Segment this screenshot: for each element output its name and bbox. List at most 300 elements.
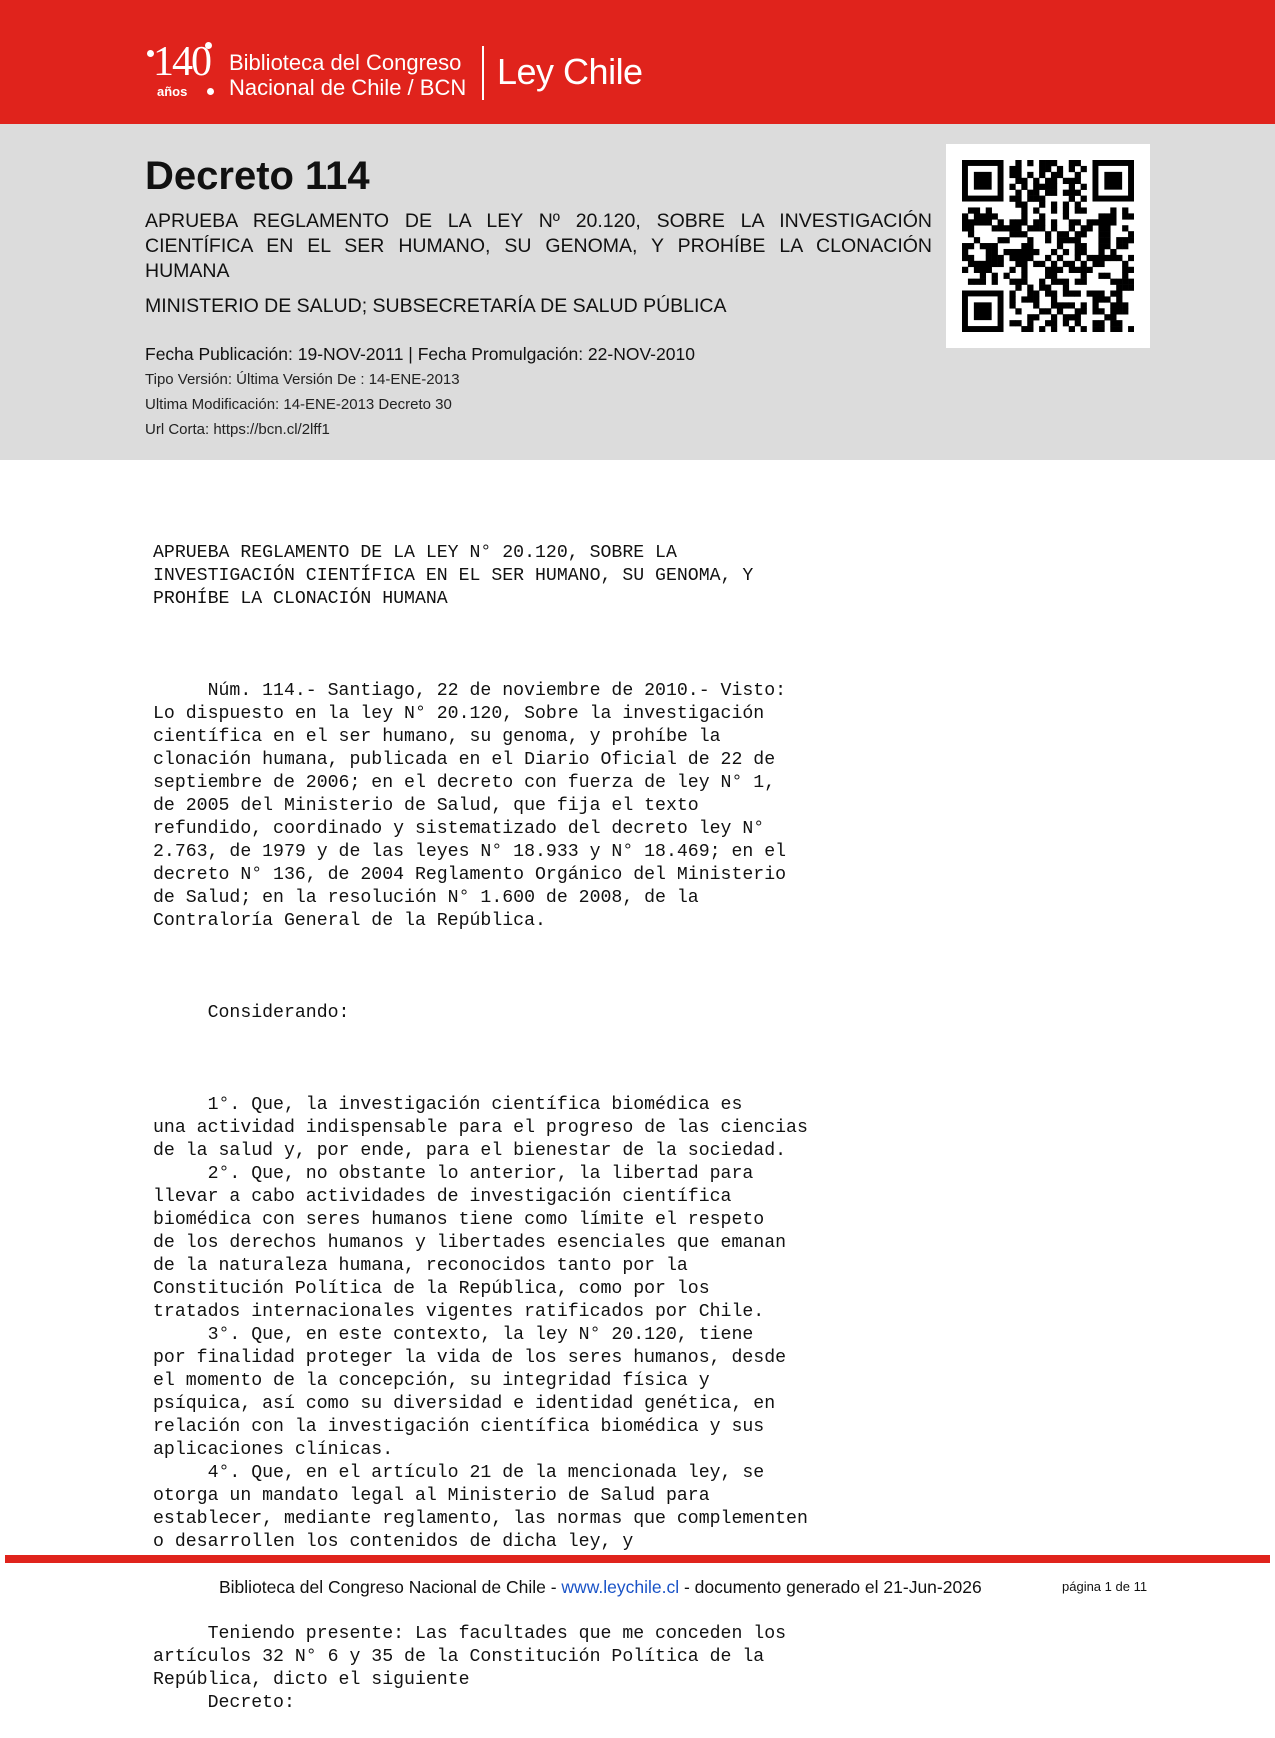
qr-module	[1110, 302, 1116, 308]
qr-module	[1110, 290, 1116, 296]
qr-module	[1045, 160, 1051, 166]
qr-module	[1033, 296, 1039, 302]
page-title: Decreto 114	[145, 154, 370, 198]
qr-module	[1015, 190, 1021, 196]
qr-module	[1015, 178, 1021, 184]
qr-module	[1075, 267, 1081, 273]
qr-module	[986, 219, 992, 225]
qr-module	[1116, 302, 1122, 308]
qr-module	[1021, 184, 1027, 190]
qr-module	[1021, 243, 1027, 249]
qr-module	[1039, 184, 1045, 190]
qr-module	[1098, 225, 1104, 231]
qr-module	[1004, 237, 1010, 243]
qr-module	[1009, 225, 1015, 231]
qr-module	[1063, 302, 1069, 308]
qr-module	[1045, 320, 1051, 326]
document-header	[0, 124, 1275, 460]
qr-module	[992, 213, 998, 219]
qr-module	[1009, 302, 1015, 308]
qr-module	[1045, 231, 1051, 237]
publication-dates: Fecha Publicación: 19-NOV-2011 | Fecha Promulgación: 22-NOV-2010	[145, 344, 695, 364]
qr-module	[1098, 237, 1104, 243]
qr-module	[1075, 219, 1081, 225]
qr-module	[980, 213, 986, 219]
qr-module	[1027, 326, 1033, 332]
qr-module	[992, 273, 998, 279]
qr-module	[1009, 296, 1015, 302]
qr-code-icon	[962, 160, 1134, 332]
qr-module	[1039, 196, 1045, 202]
qr-module	[1051, 184, 1057, 190]
qr-module	[1069, 196, 1075, 202]
qr-module	[1057, 255, 1063, 261]
qr-module	[1051, 202, 1057, 208]
qr-module	[1098, 261, 1104, 267]
qr-module	[1039, 326, 1045, 332]
qr-module	[1033, 196, 1039, 202]
qr-module	[1075, 172, 1081, 178]
qr-module	[1027, 160, 1033, 166]
qr-module	[1075, 190, 1081, 196]
qr-module	[1075, 290, 1081, 296]
qr-module	[1092, 308, 1098, 314]
qr-module	[1092, 296, 1098, 302]
qr-module	[1104, 296, 1110, 302]
qr-module	[1021, 273, 1027, 279]
org-name-line2: Nacional de Chile / BCN	[229, 75, 467, 100]
qr-module	[1063, 314, 1069, 320]
qr-module	[1092, 326, 1098, 332]
qr-module	[1104, 237, 1110, 243]
qr-module	[1021, 213, 1027, 219]
qr-module	[1021, 202, 1027, 208]
qr-module	[1098, 296, 1104, 302]
qr-module	[1045, 255, 1051, 261]
qr-module	[1069, 267, 1075, 273]
qr-module	[1063, 190, 1069, 196]
qr-module	[1081, 196, 1087, 202]
qr-module	[1116, 308, 1122, 314]
short-url[interactable]: Url Corta: https://bcn.cl/2lff1	[145, 421, 330, 438]
qr-module	[1033, 184, 1039, 190]
qr-module	[1015, 225, 1021, 231]
qr-module	[1069, 190, 1075, 196]
qr-module	[1009, 290, 1015, 296]
qr-module	[1110, 219, 1116, 225]
qr-module	[1015, 166, 1021, 172]
qr-module	[1098, 243, 1104, 249]
qr-module	[1122, 225, 1128, 231]
qr-module	[980, 243, 986, 249]
qr-module	[1092, 255, 1098, 261]
visto-paragraph: Núm. 114.- Santiago, 22 de noviembre de 2010.- Visto: Lo dispuesto en la ley N° 20.120, Sobre la investigación científica en el ser humano, su genoma, y prohíbe la clonación humana, publicada en el Diario Oficial de 22 de septiembre de 2006; en el decreto con fuerza de ley N° 1, de 2005 del Ministerio de Salud, que fija el texto refundido, coordinado y sistematizado del decreto ley N° 2.763, de 1979 y de las leyes N° 18.933 y N° 18.469; en el decreto N° 136, de 2004 Reglamento Orgánico del Ministerio de Salud; en la resolución N° 1.600 de 2008, de la Contraloría General de la República.	[153, 681, 787, 931]
qr-module	[992, 225, 998, 231]
org-name-line1: Biblioteca del Congreso	[229, 50, 462, 75]
qr-module	[1116, 237, 1122, 243]
qr-module	[1075, 178, 1081, 184]
qr-module	[1069, 290, 1075, 296]
qr-module	[1004, 225, 1010, 231]
qr-module	[1063, 213, 1069, 219]
qr-module	[1021, 261, 1027, 267]
qr-module	[1033, 314, 1039, 320]
qr-module	[1021, 296, 1027, 302]
qr-module	[1015, 255, 1021, 261]
qr-module	[1015, 279, 1021, 285]
qr-code[interactable]	[946, 144, 1150, 348]
teniendo-presente-paragraph: Teniendo presente: Las facultades que me conceden los artículos 32 N° 6 y 35 de la Constitución Política de la República, dicto el siguiente Decreto:	[153, 1624, 787, 1713]
qr-module	[1122, 237, 1128, 243]
qr-module	[962, 267, 968, 273]
qr-module	[1069, 160, 1075, 166]
qr-module	[1027, 320, 1033, 326]
qr-module	[1039, 172, 1045, 178]
qr-module	[1128, 279, 1134, 285]
qr-module	[1033, 225, 1039, 231]
qr-module	[1116, 326, 1122, 332]
qr-module	[1069, 219, 1075, 225]
qr-module	[1033, 178, 1039, 184]
qr-module	[1092, 261, 1098, 267]
qr-module	[986, 213, 992, 219]
qr-module	[1063, 178, 1069, 184]
qr-module	[998, 255, 1004, 261]
qr-module	[1104, 225, 1110, 231]
qr-module	[1122, 273, 1128, 279]
qr-module	[1057, 243, 1063, 249]
logo-divider	[482, 46, 484, 100]
qr-module	[1051, 225, 1057, 231]
qr-module	[1021, 231, 1027, 237]
qr-module	[1087, 219, 1093, 225]
qr-module	[974, 213, 980, 219]
qr-module	[1039, 219, 1045, 225]
qr-module	[1027, 249, 1033, 255]
qr-module	[1015, 261, 1021, 267]
qr-module	[1104, 255, 1110, 261]
ministry-name: MINISTERIO DE SALUD; SUBSECRETARÍA DE SALUD PÚBLICA	[145, 295, 727, 317]
qr-module	[1033, 219, 1039, 225]
qr-module	[974, 172, 992, 190]
qr-module	[1081, 243, 1087, 249]
qr-module	[1122, 243, 1128, 249]
qr-module	[1063, 320, 1069, 326]
qr-module	[1069, 314, 1075, 320]
qr-module	[992, 261, 998, 267]
qr-module	[1027, 196, 1033, 202]
qr-module	[1015, 160, 1021, 166]
qr-module	[1051, 314, 1057, 320]
qr-module	[1075, 202, 1081, 208]
qr-module	[1057, 267, 1063, 273]
decree-subtitle: APRUEBA REGLAMENTO DE LA LEY Nº 20.120, SOBRE LA INVESTIGACIÓN CIENTÍFICA EN EL SER HUMANO, SU GENOMA, Y PROHÍBE LA CLONACIÓN HUMANA	[145, 210, 932, 282]
qr-module	[986, 261, 992, 267]
qr-module	[1128, 326, 1134, 332]
anniversary-number: 140	[153, 39, 210, 85]
qr-module	[1027, 172, 1033, 178]
qr-module	[1009, 279, 1015, 285]
qr-module	[1021, 255, 1027, 261]
qr-module	[1009, 320, 1015, 326]
qr-module	[1033, 302, 1039, 308]
qr-module	[1075, 255, 1081, 261]
qr-module	[1122, 308, 1128, 314]
qr-module	[1104, 243, 1110, 249]
qr-module	[1021, 279, 1027, 285]
org-name	[229, 50, 479, 100]
qr-module	[1081, 267, 1087, 273]
qr-module	[1081, 249, 1087, 255]
qr-module	[1092, 302, 1098, 308]
qr-module	[1087, 225, 1093, 231]
qr-module	[1015, 202, 1021, 208]
qr-module	[1104, 219, 1110, 225]
product-name: Ley Chile	[497, 51, 643, 92]
qr-module	[1033, 249, 1039, 255]
qr-module	[1009, 166, 1015, 172]
qr-module	[1027, 290, 1033, 296]
qr-module	[1104, 273, 1110, 279]
qr-module	[1075, 237, 1081, 243]
qr-module	[974, 207, 980, 213]
qr-module	[1051, 296, 1057, 302]
qr-module	[998, 225, 1004, 231]
qr-module	[1081, 166, 1087, 172]
qr-module	[1081, 302, 1087, 308]
qr-module	[1122, 261, 1128, 267]
qr-module	[1063, 237, 1069, 243]
qr-module	[1009, 219, 1015, 225]
qr-module	[1122, 302, 1128, 308]
qr-module	[1122, 279, 1128, 285]
qr-module	[1039, 166, 1045, 172]
qr-module	[968, 207, 974, 213]
qr-module	[1021, 249, 1027, 255]
qr-module	[974, 219, 980, 225]
qr-module	[1045, 308, 1051, 314]
qr-module	[968, 255, 974, 261]
qr-module	[1015, 320, 1021, 326]
qr-module	[1021, 219, 1027, 225]
qr-module	[1128, 285, 1134, 291]
qr-module	[1009, 267, 1015, 273]
qr-module	[1051, 207, 1057, 213]
qr-module	[1081, 273, 1087, 279]
qr-module	[1092, 219, 1098, 225]
qr-module	[1027, 237, 1033, 243]
qr-module	[1051, 290, 1057, 296]
qr-module	[1116, 296, 1122, 302]
qr-module	[1027, 243, 1033, 249]
qr-module	[1075, 249, 1081, 255]
logo-dot	[207, 88, 214, 95]
qr-module	[1098, 290, 1104, 296]
qr-module	[962, 255, 968, 261]
qr-module	[1098, 255, 1104, 261]
qr-module	[1069, 178, 1075, 184]
qr-module	[1098, 308, 1104, 314]
qr-module	[1116, 243, 1122, 249]
leychile-link[interactable]: www.leychile.cl	[561, 1577, 680, 1597]
qr-module	[1051, 190, 1057, 196]
qr-module	[1039, 225, 1045, 231]
qr-module	[1122, 213, 1128, 219]
qr-module	[1110, 213, 1116, 219]
qr-module	[1039, 202, 1045, 208]
qr-module	[1116, 320, 1122, 326]
qr-module	[1015, 308, 1021, 314]
document-body	[153, 496, 933, 1738]
qr-module	[1027, 190, 1033, 196]
qr-module	[986, 255, 992, 261]
qr-module	[1081, 326, 1087, 332]
qr-module	[1075, 207, 1081, 213]
qr-module	[1110, 314, 1116, 320]
qr-module	[1015, 196, 1021, 202]
qr-module	[968, 279, 974, 285]
qr-module	[1015, 172, 1021, 178]
qr-module	[1045, 285, 1051, 291]
qr-module	[1039, 160, 1045, 166]
qr-module	[1009, 196, 1015, 202]
qr-module	[1045, 166, 1051, 172]
anniversary-mark	[145, 38, 217, 106]
qr-module	[986, 249, 992, 255]
qr-module	[1081, 207, 1087, 213]
qr-module	[980, 267, 986, 273]
qr-module	[974, 237, 980, 243]
qr-module	[1104, 213, 1110, 219]
qr-module	[1033, 190, 1039, 196]
qr-module	[962, 219, 968, 225]
qr-module	[1092, 290, 1098, 296]
qr-module	[1128, 237, 1134, 243]
qr-module	[1075, 279, 1081, 285]
qr-module	[1063, 290, 1069, 296]
qr-module	[1021, 178, 1027, 184]
qr-module	[1051, 302, 1057, 308]
qr-module	[1009, 249, 1015, 255]
qr-module	[1069, 302, 1075, 308]
qr-module	[1004, 249, 1010, 255]
qr-module	[1081, 225, 1087, 231]
qr-module	[1051, 178, 1057, 184]
qr-module	[1057, 279, 1063, 285]
qr-module	[1098, 326, 1104, 332]
qr-module	[1069, 261, 1075, 267]
qr-module	[1057, 172, 1063, 178]
qr-module	[992, 279, 998, 285]
qr-module	[1045, 190, 1051, 196]
qr-module	[1063, 261, 1069, 267]
qr-module	[1063, 285, 1069, 291]
anniversary-label: años	[157, 84, 188, 99]
qr-module	[1045, 290, 1051, 296]
qr-module	[1051, 273, 1057, 279]
top-banner	[0, 0, 1275, 124]
considerando-list: 1°. Que, la investigación científica biomédica es una actividad indispensable para el progreso de las ciencias de la salud y, por ende, para el bienestar de la sociedad. 2°. Que, no obstante lo anterior, la libertad para llevar a cabo actividades de investigación científica biomédica con seres humanos tiene como límite el respeto de los derechos humanos y libertades esenciales que emanan de la naturaleza humana, reconocidos tanto por la Constitución Política de la República, como por los tratados internacionales vigentes ratificados por Chile. 3°. Que, en este contexto, la ley N° 20.120, tiene por finalidad proteger la vida de los seres humanos, desde el momento de la concepción, su integridad física y psíquica, así como su diversidad e identidad genética, en relación con la investigación científica biomédica y sus aplicaciones clínicas. 4°. Que, en el artículo 21 de la mencionada ley, se otorga un mandato legal al Ministerio de Salud para establecer, mediante reglamento, las normas que complementen o desarrollen los contenidos de dicha ley, y	[153, 1095, 808, 1552]
qr-module	[1027, 296, 1033, 302]
qr-module	[1069, 326, 1075, 332]
qr-module	[1122, 207, 1128, 213]
qr-module	[1051, 261, 1057, 267]
qr-module	[1098, 249, 1104, 255]
qr-module	[1027, 285, 1033, 291]
qr-module	[998, 261, 1004, 267]
qr-module	[1045, 267, 1051, 273]
qr-module	[962, 225, 968, 231]
qr-module	[1045, 237, 1051, 243]
qr-module	[1063, 279, 1069, 285]
qr-module	[980, 279, 986, 285]
qr-module	[974, 302, 992, 320]
qr-module	[1051, 279, 1057, 285]
qr-module	[980, 273, 986, 279]
qr-module	[1057, 237, 1063, 243]
qr-module	[1021, 267, 1027, 273]
footer-divider	[5, 1555, 1270, 1563]
qr-module	[1039, 261, 1045, 267]
qr-module	[1063, 231, 1069, 237]
qr-module	[1116, 255, 1122, 261]
qr-module	[980, 219, 986, 225]
version-type: Tipo Versión: Última Versión De : 14-ENE-2013	[145, 371, 460, 388]
qr-module	[1104, 314, 1110, 320]
qr-module	[1033, 290, 1039, 296]
qr-module	[968, 231, 974, 237]
qr-module	[1116, 290, 1122, 296]
qr-module	[1004, 273, 1010, 279]
qr-module	[962, 213, 968, 219]
qr-module	[986, 207, 992, 213]
qr-module	[1110, 320, 1116, 326]
qr-module	[1069, 184, 1075, 190]
qr-module	[1021, 326, 1027, 332]
qr-module	[1128, 267, 1134, 273]
qr-module	[1015, 231, 1021, 237]
qr-module	[1057, 308, 1063, 314]
qr-module	[1009, 184, 1015, 190]
qr-module	[1110, 279, 1116, 285]
qr-module	[1051, 267, 1057, 273]
qr-module	[986, 267, 992, 273]
qr-module	[1075, 320, 1081, 326]
qr-module	[1063, 249, 1069, 255]
last-modification: Ultima Modificación: 14-ENE-2013 Decreto 30	[145, 396, 452, 413]
qr-module	[1057, 231, 1063, 237]
qr-module	[1009, 255, 1015, 261]
qr-module	[1057, 302, 1063, 308]
qr-module	[1087, 267, 1093, 273]
qr-module	[1015, 219, 1021, 225]
qr-module	[1039, 279, 1045, 285]
qr-module	[1027, 314, 1033, 320]
qr-module	[962, 249, 968, 255]
qr-module	[1092, 320, 1098, 326]
footer-text	[219, 1577, 982, 1598]
qr-module	[968, 225, 974, 231]
qr-module	[1075, 308, 1081, 314]
qr-module	[1021, 207, 1027, 213]
qr-module	[1039, 285, 1045, 291]
qr-module	[1081, 279, 1087, 285]
qr-module	[1122, 267, 1128, 273]
qr-module	[1063, 207, 1069, 213]
qr-module	[1075, 314, 1081, 320]
qr-module	[1104, 231, 1110, 237]
qr-module	[1051, 320, 1057, 326]
